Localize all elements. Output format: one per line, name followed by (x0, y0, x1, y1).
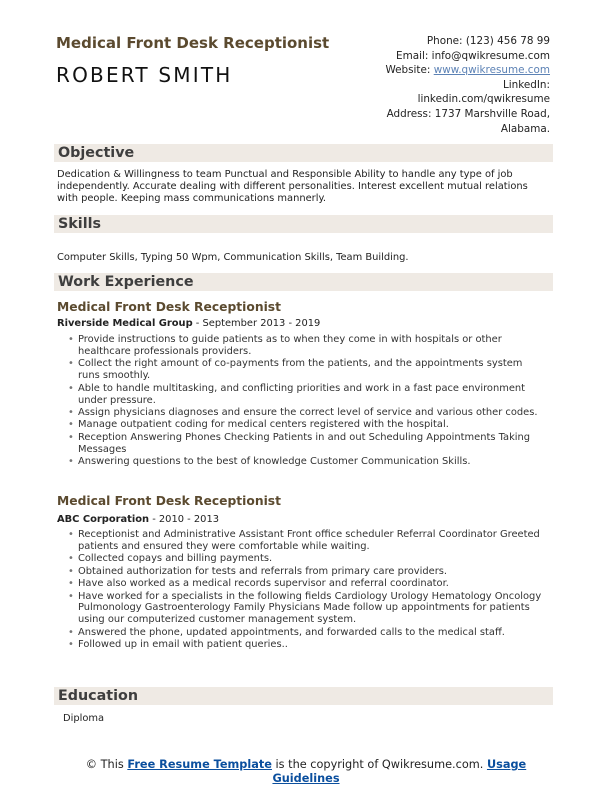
email: Email: info@qwikresume.com (396, 49, 550, 62)
work-section-header (54, 273, 553, 291)
website (385, 63, 550, 78)
education-section-header (54, 687, 553, 705)
job-1-company-line (57, 318, 320, 329)
objective-section-header (54, 144, 553, 162)
list-item: • Manage outpatient coding for medical centers registered with the hospital. (68, 419, 543, 431)
skills-text: Computer Skills, Typing 50 Wpm, Communication Skills, Team Building. (57, 252, 409, 263)
usage-guidelines-link-1[interactable]: Usage (486, 758, 527, 771)
list-item: • Answered the phone, updated appointments, and forwarded calls to the medical staff. (68, 627, 543, 639)
list-item: • Followed up in email with patient queries.. (68, 639, 543, 651)
resume-header (56, 34, 556, 135)
list-item: • Answering questions to the best of knowledge Customer Communication Skills. (68, 456, 543, 468)
education-heading: Education (58, 688, 139, 704)
address-line-2: Alabama. (500, 122, 550, 135)
job-2-title: Medical Front Desk Receptionist (57, 494, 281, 508)
job-1-company: Riverside Medical Group (57, 318, 193, 329)
list-item: • Collected copays and billing payments. (68, 553, 543, 565)
list-item: • Have worked for a specialists in the following fields Cardiology Urology Hematology Oncology Pulmonology Gastroenterology Family Physicians Made follow up appointments for patients using our computerized customer management system. (68, 591, 543, 627)
list-item: • Have also worked as a medical records supervisor and referral coordinator. (68, 578, 543, 590)
linkedin-url: linkedin.com/qwikresume (417, 93, 550, 106)
job-1-dates: - September 2013 - 2019 (192, 318, 321, 329)
contact-block (385, 34, 550, 136)
linkedin-label: LinkedIn: (502, 78, 550, 91)
list-item: • Collect the right amount of co-payments from the patients, and the appointments system runs smoothly. (68, 358, 543, 382)
skills-section-header (54, 215, 553, 233)
job-1-bullets (68, 334, 543, 468)
phone: Phone: (123) 456 78 99 (426, 35, 550, 47)
website-label: Website: (385, 64, 434, 77)
job-2-company: ABC Corporation (57, 514, 150, 525)
job-2-dates: - 2010 - 2013 (149, 514, 220, 525)
list-item: • Receptionist and Administrative Assistant Front office scheduler Referral Coordinator Greeted patients and ensured they were comfortable while waiting. (68, 529, 543, 553)
work-heading: Work Experience (58, 274, 194, 290)
website-link[interactable]: www.qwikresume.com (433, 64, 550, 77)
copyright-footer (0, 758, 612, 785)
job-2-company-line (57, 514, 219, 525)
list-item: • Able to handle multitasking, and conflicting priorities and work in a fast pace environment under pressure. (68, 383, 543, 407)
footer-middle: is the copyright of Qwikresume.com. (271, 758, 487, 771)
header-job-title: Medical Front Desk Receptionist (56, 34, 330, 52)
job-2-bullets (68, 529, 543, 652)
list-item: • Reception Answering Phones Checking Patients in and out Scheduling Appointments Taking Messages (68, 432, 543, 456)
job-1-title: Medical Front Desk Receptionist (57, 300, 281, 314)
footer-prefix: © This (85, 758, 128, 771)
address-line-1: Address: 1737 Marshville Road, (386, 107, 550, 120)
list-item: • Assign physicians diagnoses and ensure the correct level of service and various other codes. (68, 407, 543, 419)
candidate-name: ROBERT SMITH (56, 63, 233, 87)
free-resume-template-link[interactable]: Free Resume Template (127, 758, 272, 771)
usage-guidelines-link-2[interactable]: Guidelines (272, 771, 340, 785)
objective-text: Dedication & Willingness to team Punctual and Responsible Ability to handle any type of job independently. Accurate dealing with different personalities. Interest excellent mutual relations with people. Keeping mass communications mannerly. (57, 169, 528, 205)
skills-heading: Skills (58, 216, 102, 232)
education-text: Diploma (63, 713, 105, 724)
objective-heading: Objective (58, 145, 135, 161)
list-item: • Provide instructions to guide patients as to when they come in with hospitals or other healthcare professionals providers. (68, 334, 543, 358)
list-item: • Obtained authorization for tests and referrals from primary care providers. (68, 566, 543, 578)
